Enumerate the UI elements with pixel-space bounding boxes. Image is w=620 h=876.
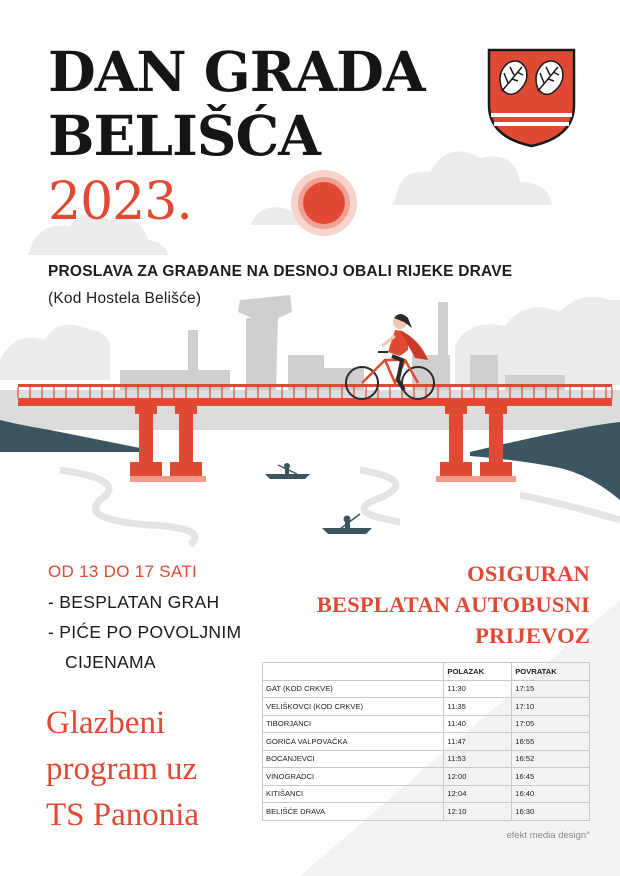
design-credit: efekt media design° [506, 830, 590, 841]
table-header-row [263, 663, 590, 681]
subtitle-line-1: PROSLAVA ZA GRAĐANE NA DESNOJ OBALI RIJEKE DRAVE [48, 263, 513, 280]
stop-name: GAT (KOD CRKVE) [263, 680, 444, 698]
stop-name: GORICA VALPOVAČKA [263, 733, 444, 751]
stop-name: TIBORJANCI [263, 715, 444, 733]
table-header [263, 663, 444, 681]
stop-name: KITIŠANCI [263, 785, 444, 803]
return-time: 17:15 [512, 680, 590, 698]
music-line: Glazbeni [46, 705, 166, 741]
departure-time: 11:40 [444, 715, 512, 733]
table-row [263, 803, 590, 821]
departure-time: 12:04 [444, 785, 512, 803]
table-row [263, 785, 590, 803]
bridge [18, 384, 612, 482]
return-time: 16:45 [512, 768, 590, 786]
bus-line: BESPLATAN AUTOBUSNI [316, 592, 590, 617]
stop-name: BELIŠĆE DRAVA [263, 803, 444, 821]
table-row [263, 698, 590, 716]
table-row [263, 750, 590, 768]
table-row [263, 680, 590, 698]
year: 2023. [48, 172, 192, 232]
bus-line: PRIJEVOZ [475, 623, 590, 648]
departure-time: 12:00 [444, 768, 512, 786]
title-line-2: BELIŠĆA [48, 103, 320, 168]
kayaks [265, 463, 372, 534]
offer-item: CIJENAMA [65, 652, 156, 672]
departure-time: 11:35 [444, 698, 512, 716]
return-time: 16:30 [512, 803, 590, 821]
table-row [263, 715, 590, 733]
table-header: POLAZAK [444, 663, 512, 681]
return-time: 16:55 [512, 733, 590, 751]
stop-name: VELIŠKOVCI (KOD CRKVE) [263, 698, 444, 716]
subtitle-line-2: (Kod Hostela Belišće) [48, 290, 202, 307]
page-title [48, 40, 425, 168]
return-time: 16:40 [512, 785, 590, 803]
departure-time: 11:30 [444, 680, 512, 698]
music-line: program uz [46, 751, 198, 787]
subtitle [48, 258, 512, 312]
departure-time: 11:53 [444, 750, 512, 768]
table-row [263, 768, 590, 786]
return-time: 16:52 [512, 750, 590, 768]
coat-of-arms [486, 47, 577, 149]
departure-time: 11:47 [444, 733, 512, 751]
bus-heading [290, 558, 590, 651]
title-line-1: DAN GRADA [48, 39, 425, 104]
sun [291, 170, 357, 236]
bus-line: OSIGURAN [467, 561, 590, 586]
stop-name: BOCANJEVCI [263, 750, 444, 768]
event-hours: OD 13 DO 17 SATI [48, 562, 198, 581]
bus-schedule-table [262, 662, 590, 821]
music-program [46, 700, 199, 838]
ground [0, 390, 620, 430]
table-row [263, 733, 590, 751]
offer-item: - BESPLATAN GRAH [48, 592, 220, 612]
return-time: 17:10 [512, 698, 590, 716]
offer-item: - PIĆE PO POVOLJNIM [48, 622, 242, 642]
return-time: 17:05 [512, 715, 590, 733]
music-line: TS Panonia [46, 797, 200, 833]
table-header: POVRATAK [512, 663, 590, 681]
stop-name: VINOGRADCI [263, 768, 444, 786]
departure-time: 12:10 [444, 803, 512, 821]
